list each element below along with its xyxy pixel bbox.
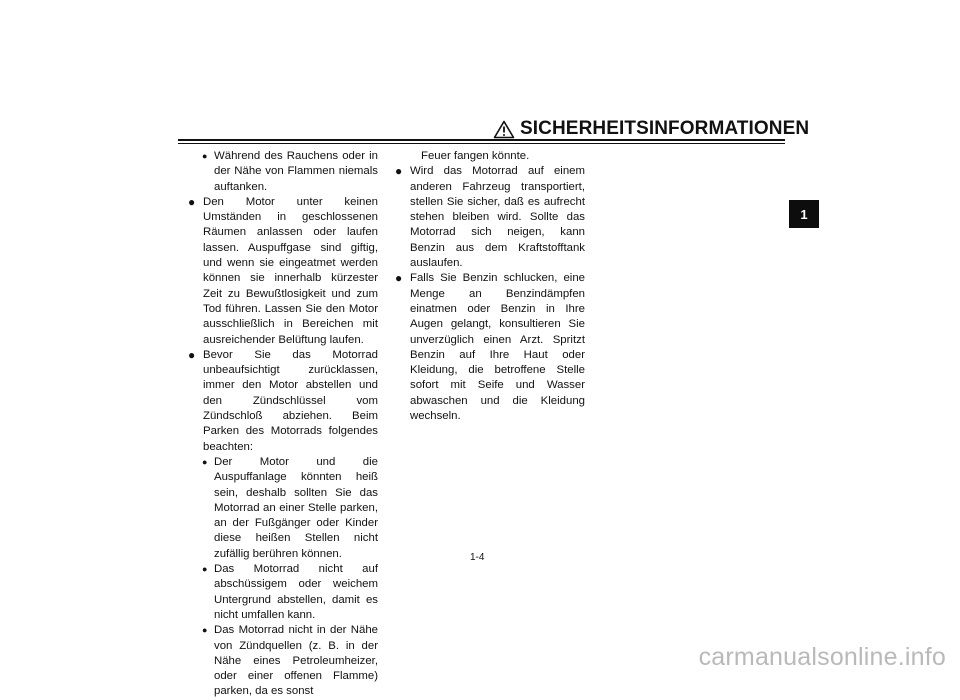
- watermark: carmanualsonline.info: [698, 643, 946, 671]
- bullet-item: [188, 195, 378, 348]
- bullet-item: [395, 164, 585, 271]
- bullet-icon: ●: [395, 164, 403, 179]
- bullet-icon: ●: [395, 271, 403, 286]
- warning-triangle-icon: [493, 120, 515, 139]
- chapter-tab-label: 1: [800, 206, 808, 222]
- list-item-text: Das Motorrad nicht in der Nähe von Zündquellen (z. B. in der Nähe eines Petroleumheizer, oder einer offenen Flamme) parken, da es sonst: [214, 624, 378, 698]
- sub-bullet-item: [188, 562, 378, 623]
- list-item-text: Feuer fangen könnte.: [421, 150, 530, 162]
- right-column: [395, 149, 585, 424]
- header-rule-thin: [178, 143, 785, 144]
- list-item-text: Das Motorrad nicht auf abschüssigem oder weichem Untergrund abstellen, damit es nicht umfallen kann.: [214, 563, 378, 621]
- chapter-tab: [789, 200, 819, 228]
- bullet-item: [395, 271, 585, 424]
- section-title: SICHERHEITSINFORMATIONEN: [520, 118, 810, 139]
- small-bullet-icon: ●: [202, 456, 208, 467]
- small-bullet-icon: ●: [202, 151, 208, 161]
- sub-bullet-item: [188, 149, 378, 195]
- small-bullet-icon: ●: [202, 564, 208, 575]
- bullet-icon: ●: [188, 194, 196, 209]
- continued-text: [395, 149, 585, 164]
- list-item-text: Während des Rauchens oder in der Nähe von Flammen niemals auftanken.: [214, 150, 378, 193]
- list-item-text: Wird das Motorrad auf einem anderen Fahrzeug transportiert, stellen Sie sicher, daß es aufrecht stehen bleiben wird. Sollte das Motorrad sich neigen, kann Benzin aus dem Kraftstofftank auslaufen.: [410, 165, 585, 270]
- list-item-text: Bevor Sie das Motorrad unbeaufsichtigt zurücklassen, immer den Motor abstellen und den Zündschlüssel vom Zündschloß abziehen. Beim Parken des Motorrads folgendes beachten:: [203, 348, 378, 453]
- list-item-text: Der Motor und die Auspuffanlage könnten heiß sein, deshalb sollten Sie das Motorrad an einer Stelle parken, an der Fußgänger oder Kinder diese heißen Stellen nicht zufällig berühren können.: [214, 455, 378, 560]
- list-item-text: Falls Sie Benzin schlucken, eine Menge an Benzindämpfen einatmen oder Benzin in Ihre Augen gelangt, konsultieren Sie unverzüglich einen Arzt. Spritzt Benzin auf Ihre Haut oder Kleidung, die betroffene Stelle sofort mit Seife und Wasser abwaschen und die Kleidung wechseln.: [410, 272, 585, 423]
- page-number: 1-4: [470, 552, 485, 563]
- section-header: [493, 118, 809, 140]
- sub-bullet-item: [188, 623, 378, 699]
- list-item-text: Den Motor unter keinen Umständen in geschlossenen Räumen anlassen oder laufen lassen. Auspuffgase sind giftig, und wenn sie eingeatmet werden können sie innerhalb kürzester Zeit zu Bewußtlosigkeit und zum Tod führen. Lassen Sie den Motor ausschließlich in Bereichen mit ausreichender Belüftung laufen.: [203, 195, 378, 346]
- bullet-icon: ●: [188, 347, 196, 362]
- left-column: [188, 149, 378, 700]
- sub-bullet-item: [188, 455, 378, 562]
- header-rule: [178, 139, 785, 141]
- small-bullet-icon: ●: [202, 625, 208, 636]
- bullet-item: [188, 348, 378, 455]
